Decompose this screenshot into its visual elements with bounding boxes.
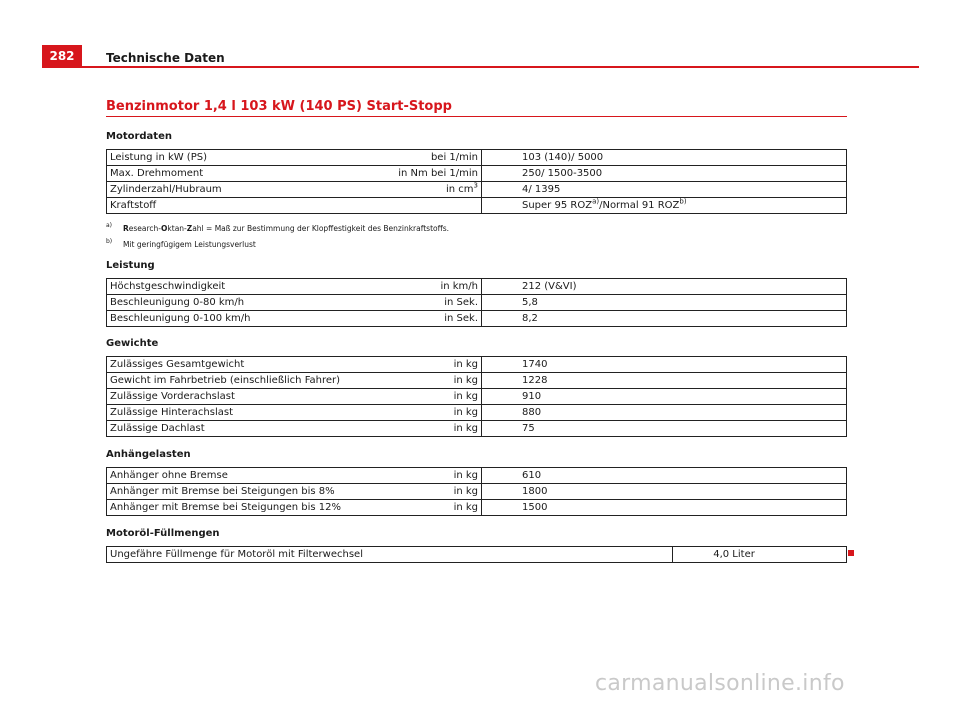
table-row xyxy=(107,150,847,166)
row-label: Ungefähre Füllmenge für Motoröl mit Filterwechsel xyxy=(107,547,673,563)
fn-text: Mit geringfügigem Leistungsverlust xyxy=(123,240,256,249)
row-value: 4,0 Liter xyxy=(673,547,847,563)
row-value xyxy=(482,198,847,214)
row-value: 75 xyxy=(482,421,847,437)
row-value: 880 xyxy=(482,405,847,421)
fn-bold-o: O xyxy=(161,224,168,233)
gewichte-table xyxy=(106,356,847,437)
row-label: Kraftstoff xyxy=(107,198,386,214)
table-row xyxy=(107,547,847,563)
row-label: Leistung in kW (PS) xyxy=(107,150,386,166)
section-title: Benzinmotor 1,4 l 103 kW (140 PS) Start-Stopp xyxy=(106,99,452,114)
row-label: Zulässige Hinterachslast xyxy=(107,405,386,421)
table-row xyxy=(107,295,847,311)
row-unit: in kg xyxy=(385,484,482,500)
row-value: 250/ 1500-3500 xyxy=(482,166,847,182)
row-unit: in Nm bei 1/min xyxy=(385,166,482,182)
table-row xyxy=(107,468,847,484)
row-label: Zylinderzahl/Hubraum xyxy=(107,182,386,198)
table-row xyxy=(107,500,847,516)
footnote-mark: b) xyxy=(106,238,113,245)
row-value: 5,8 xyxy=(482,295,847,311)
table-row xyxy=(107,357,847,373)
row-value: 103 (140)/ 5000 xyxy=(482,150,847,166)
row-label: Zulässige Dachlast xyxy=(107,421,386,437)
table-row xyxy=(107,279,847,295)
row-label: Zulässiges Gesamtgewicht xyxy=(107,357,386,373)
row-unit: in kg xyxy=(385,421,482,437)
row-unit: in kg xyxy=(385,373,482,389)
row-value: 212 (V&VI) xyxy=(482,279,847,295)
table-row xyxy=(107,389,847,405)
row-unit: in kg xyxy=(385,357,482,373)
anhaengelasten-table xyxy=(106,467,847,516)
footnote-ref-a: a) xyxy=(592,197,600,206)
footnote-ref-b: b) xyxy=(679,197,687,206)
section-divider xyxy=(106,116,847,117)
table-row xyxy=(107,311,847,327)
table-row xyxy=(107,182,847,198)
row-label: Anhänger mit Bremse bei Steigungen bis 8% xyxy=(107,484,386,500)
footnote-mark: a) xyxy=(106,222,113,229)
motordaten-heading: Motordaten xyxy=(106,131,172,142)
table-row xyxy=(107,166,847,182)
row-label: Höchstgeschwindigkeit xyxy=(107,279,386,295)
row-value: 1228 xyxy=(482,373,847,389)
unit-superscript: 3 xyxy=(473,181,478,190)
row-unit: in kg xyxy=(385,389,482,405)
row-value: 4/ 1395 xyxy=(482,182,847,198)
row-unit xyxy=(385,198,482,214)
row-label: Anhänger mit Bremse bei Steigungen bis 12% xyxy=(107,500,386,516)
table-row xyxy=(107,421,847,437)
watermark: carmanualsonline.info xyxy=(595,671,845,696)
fn-text: esearch- xyxy=(128,224,162,233)
leistung-heading: Leistung xyxy=(106,260,155,271)
page-number: 282 xyxy=(42,45,82,67)
footnote-b xyxy=(106,240,256,249)
row-value: 1500 xyxy=(482,500,847,516)
row-unit: bei 1/min xyxy=(385,150,482,166)
row-unit: in kg xyxy=(385,468,482,484)
row-unit xyxy=(385,182,482,198)
row-label: Anhänger ohne Bremse xyxy=(107,468,386,484)
row-value: 1740 xyxy=(482,357,847,373)
row-value: 610 xyxy=(482,468,847,484)
fn-bold-r: R xyxy=(123,224,129,233)
fn-bold-z: Z xyxy=(186,224,193,233)
table-row xyxy=(107,198,847,214)
section-end-marker xyxy=(848,550,854,556)
row-label: Zulässige Vorderachslast xyxy=(107,389,386,405)
row-value: 8,2 xyxy=(482,311,847,327)
row-unit: in kg xyxy=(385,405,482,421)
row-unit: in Sek. xyxy=(385,311,482,327)
fn-text: ahl = Maß zur Bestimmung der Klopffestigkeit des Benzinkraftstoffs. xyxy=(192,224,450,233)
motordaten-table xyxy=(106,149,847,214)
table-row xyxy=(107,405,847,421)
leistung-table xyxy=(106,278,847,327)
row-value: 1800 xyxy=(482,484,847,500)
row-label: Max. Drehmoment xyxy=(107,166,386,182)
table-row xyxy=(107,373,847,389)
motoroel-heading: Motoröl-Füllmengen xyxy=(106,528,220,539)
motoroel-table xyxy=(106,546,847,563)
table-row xyxy=(107,484,847,500)
chapter-title: Technische Daten xyxy=(106,51,225,65)
header-divider xyxy=(42,66,919,68)
row-unit: in km/h xyxy=(385,279,482,295)
anhaengelasten-heading: Anhängelasten xyxy=(106,449,191,460)
row-value: 910 xyxy=(482,389,847,405)
fuel-super: Super 95 ROZ xyxy=(522,200,593,211)
row-label: Beschleunigung 0-100 km/h xyxy=(107,311,386,327)
row-unit: in kg xyxy=(385,500,482,516)
unit-text: in cm xyxy=(445,184,474,195)
fn-text: ktan- xyxy=(167,224,187,233)
row-label: Gewicht im Fahrbetrieb (einschließlich Fahrer) xyxy=(107,373,386,389)
row-label: Beschleunigung 0-80 km/h xyxy=(107,295,386,311)
row-unit: in Sek. xyxy=(385,295,482,311)
fuel-normal: /Normal 91 ROZ xyxy=(599,200,680,211)
footnote-a xyxy=(106,224,449,233)
gewichte-heading: Gewichte xyxy=(106,338,159,349)
